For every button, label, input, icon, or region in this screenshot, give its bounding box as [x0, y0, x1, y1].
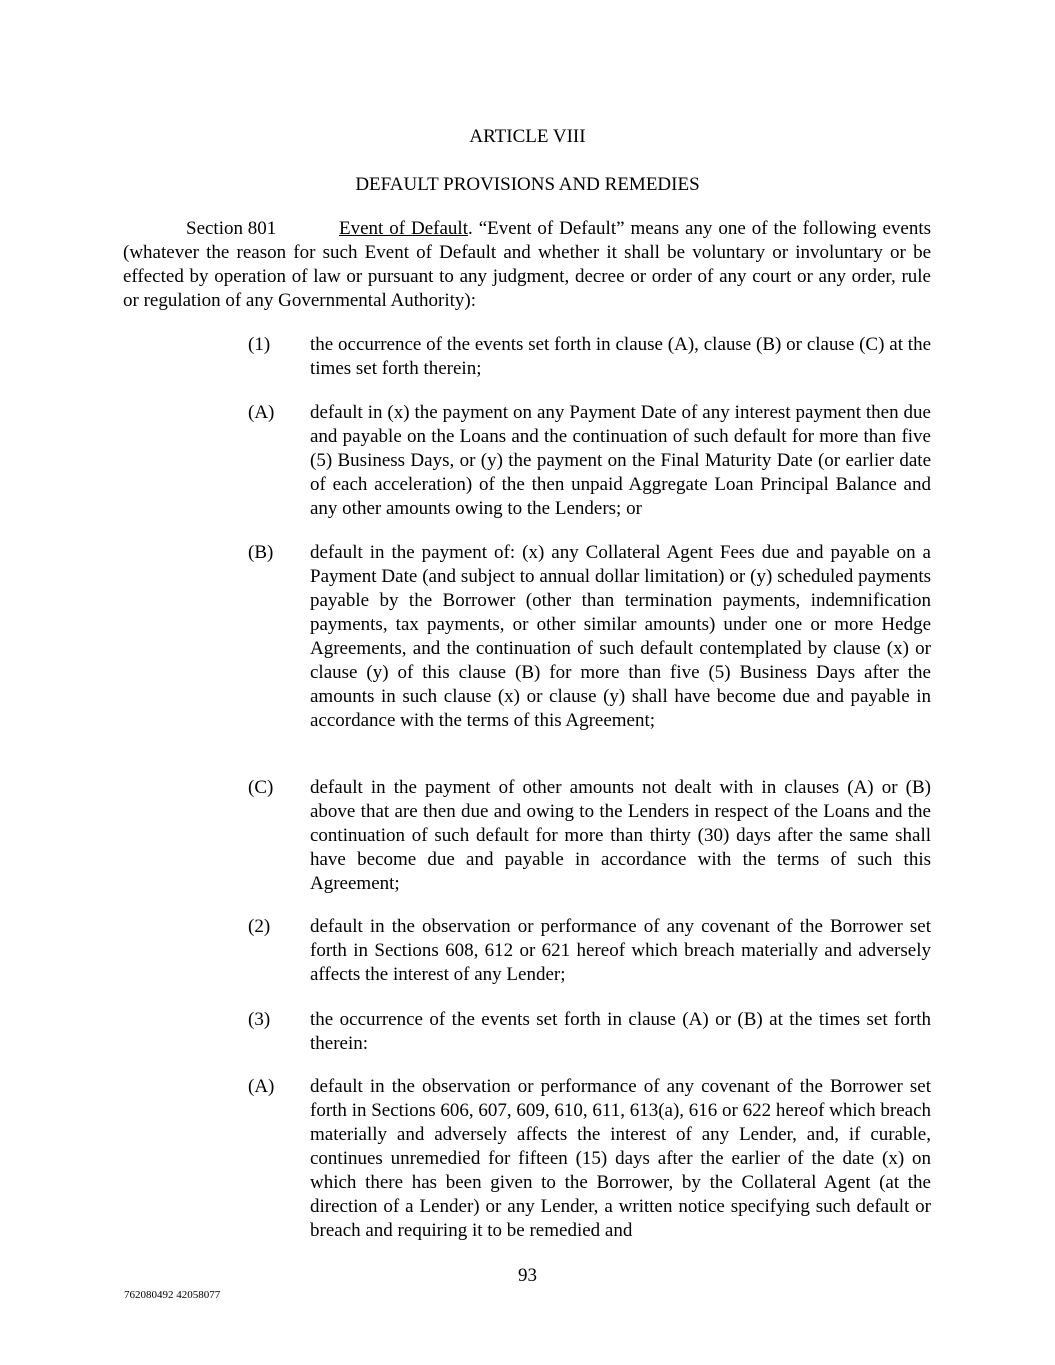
list-item-3 [248, 1008, 931, 1056]
document-id: 762080492 42058077 [124, 1289, 221, 1301]
section-number: Section 801 [186, 218, 277, 239]
item-label: (1) [248, 334, 271, 355]
list-item-1-a [248, 401, 931, 521]
item-text: default in the observation or performance of any covenant of the Borrower set forth in Sections 608, 612 or 621 hereof which breach materially and adversely affects the interest of any Lender; [310, 916, 931, 985]
list-item-1-c [248, 776, 931, 896]
article-title: ARTICLE VIII [469, 126, 586, 147]
list-item-1-b [248, 541, 931, 733]
item-label: (2) [248, 916, 271, 937]
item-text: default in the observation or performance of any covenant of the Borrower set forth in Sections 606, 607, 609, 610, 611, 613(a), 616 or 622 hereof which breach materially and adversely affects the interest of any Lender, and, if curable, continues unremedied for fifteen (15) days after the earlier of the date (x) on which there has been given to the Borrower, by the Collateral Agent (at the direction of a Lender) or any Lender, a written notice specifying such default or breach and requiring it to be remedied and [310, 1076, 931, 1241]
item-label: (C) [248, 777, 274, 798]
item-text: the occurrence of the events set forth in clause (A) or (B) at the times set forth therein: [310, 1009, 931, 1054]
section-title: Event of Default [339, 218, 468, 239]
article-subtitle: DEFAULT PROVISIONS AND REMEDIES [355, 174, 700, 195]
item-label: (A) [248, 402, 275, 423]
list-item-1 [248, 333, 931, 381]
page-number: 93 [518, 1265, 537, 1286]
section-text: . “Event of Default” means any one of the following events (whatever the reason for such Event of Default and whether it shall be voluntary or involuntary or be effected by operation of law or pursuant to any judgment, decree or order of any court or any order, rule or regulation of any Governmental Authority): [123, 218, 931, 311]
section-801-paragraph [123, 217, 931, 313]
item-text: default in the payment of: (x) any Collateral Agent Fees due and payable on a Payment Date (and subject to annual dollar limitation) or (y) scheduled payments payable by the Borrower (other than termination payments, indemnification payments, tax payments, or other similar amounts) under one or more Hedge Agreements, and the continuation of such default contemplated by clause (x) or clause (y) of this clause (B) for more than five (5) Business Days after the amounts in such clause (x) or clause (y) shall have become due and payable in accordance with the terms of this Agreement; [310, 542, 931, 731]
item-label: (B) [248, 542, 274, 563]
item-label: (A) [248, 1076, 275, 1097]
item-text: default in (x) the payment on any Payment Date of any interest payment then due and payable on the Loans and the continuation of such default for more than five (5) Business Days, or (y) the payment on the Final Maturity Date (or earlier date of each acceleration) of the then unpaid Aggregate Loan Principal Balance and any other amounts owing to the Lenders; or [310, 402, 931, 519]
item-text: the occurrence of the events set forth in clause (A), clause (B) or clause (C) at the times set forth therein; [310, 334, 931, 379]
item-label: (3) [248, 1009, 271, 1030]
item-text: default in the payment of other amounts not dealt with in clauses (A) or (B) above that are then due and owing to the Lenders in respect of the Loans and the continuation of such default for more than thirty (30) days after the same shall have become due and payable in accordance with the terms of such this Agreement; [310, 777, 931, 894]
list-item-3-a [248, 1075, 931, 1243]
list-item-2 [248, 915, 931, 987]
